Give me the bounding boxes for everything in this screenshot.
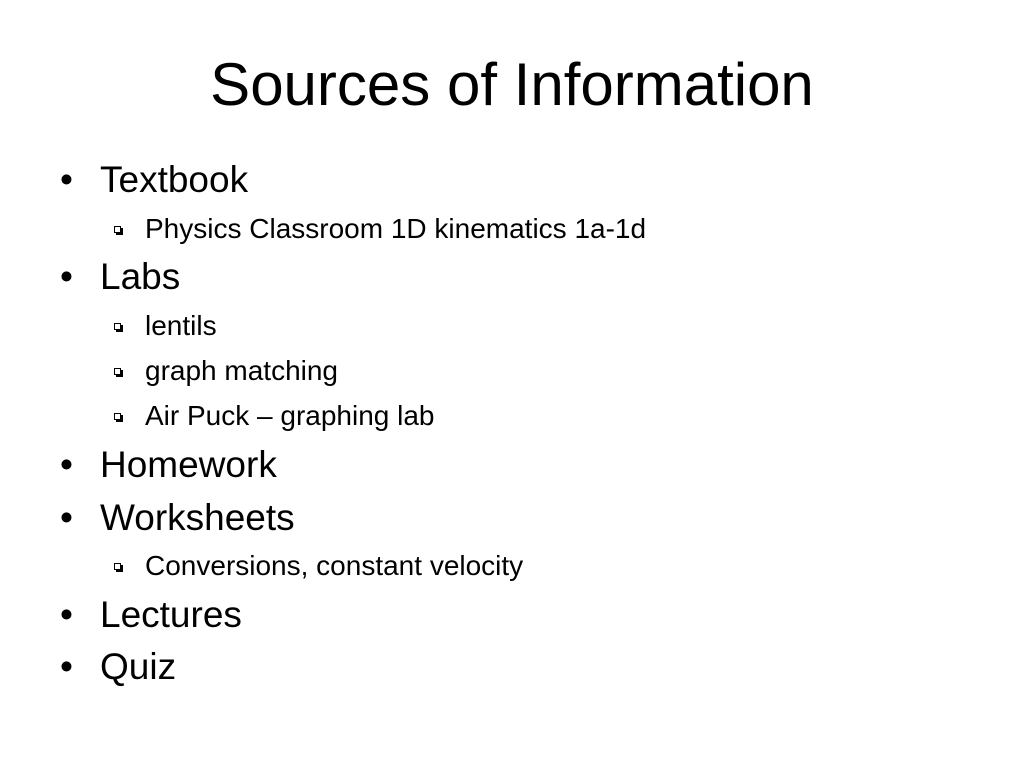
bullet-label: Lectures (100, 594, 242, 635)
square-bullet-icon (114, 368, 121, 375)
square-bullet-icon (114, 563, 121, 570)
bullet-dot-icon: • (60, 497, 73, 538)
bullet-label: Quiz (100, 646, 177, 687)
subitem-label: Physics Classroom 1D kinematics 1a-1d (145, 213, 647, 244)
square-bullet-icon (114, 226, 121, 233)
square-bullet-icon (114, 323, 121, 330)
subitem-label: graph matching (145, 355, 339, 386)
slide-title: Sources of Information (210, 51, 814, 118)
bullet-dot-icon: • (60, 256, 73, 297)
subitem-label: Conversions, constant velocity (145, 550, 524, 581)
bullet-dot-icon: • (60, 159, 73, 200)
bullet-dot-icon: • (60, 646, 73, 687)
bullet-label: Homework (100, 444, 277, 485)
bullet-dot-icon: • (60, 444, 73, 485)
subitem-label: lentils (145, 310, 217, 341)
bullet-label: Textbook (100, 159, 249, 200)
subitem-label: Air Puck – graphing lab (145, 400, 435, 431)
bullet-label: Worksheets (100, 497, 295, 538)
bullet-dot-icon: • (60, 594, 73, 635)
bullet-label: Labs (100, 256, 181, 297)
square-bullet-icon (114, 413, 121, 420)
